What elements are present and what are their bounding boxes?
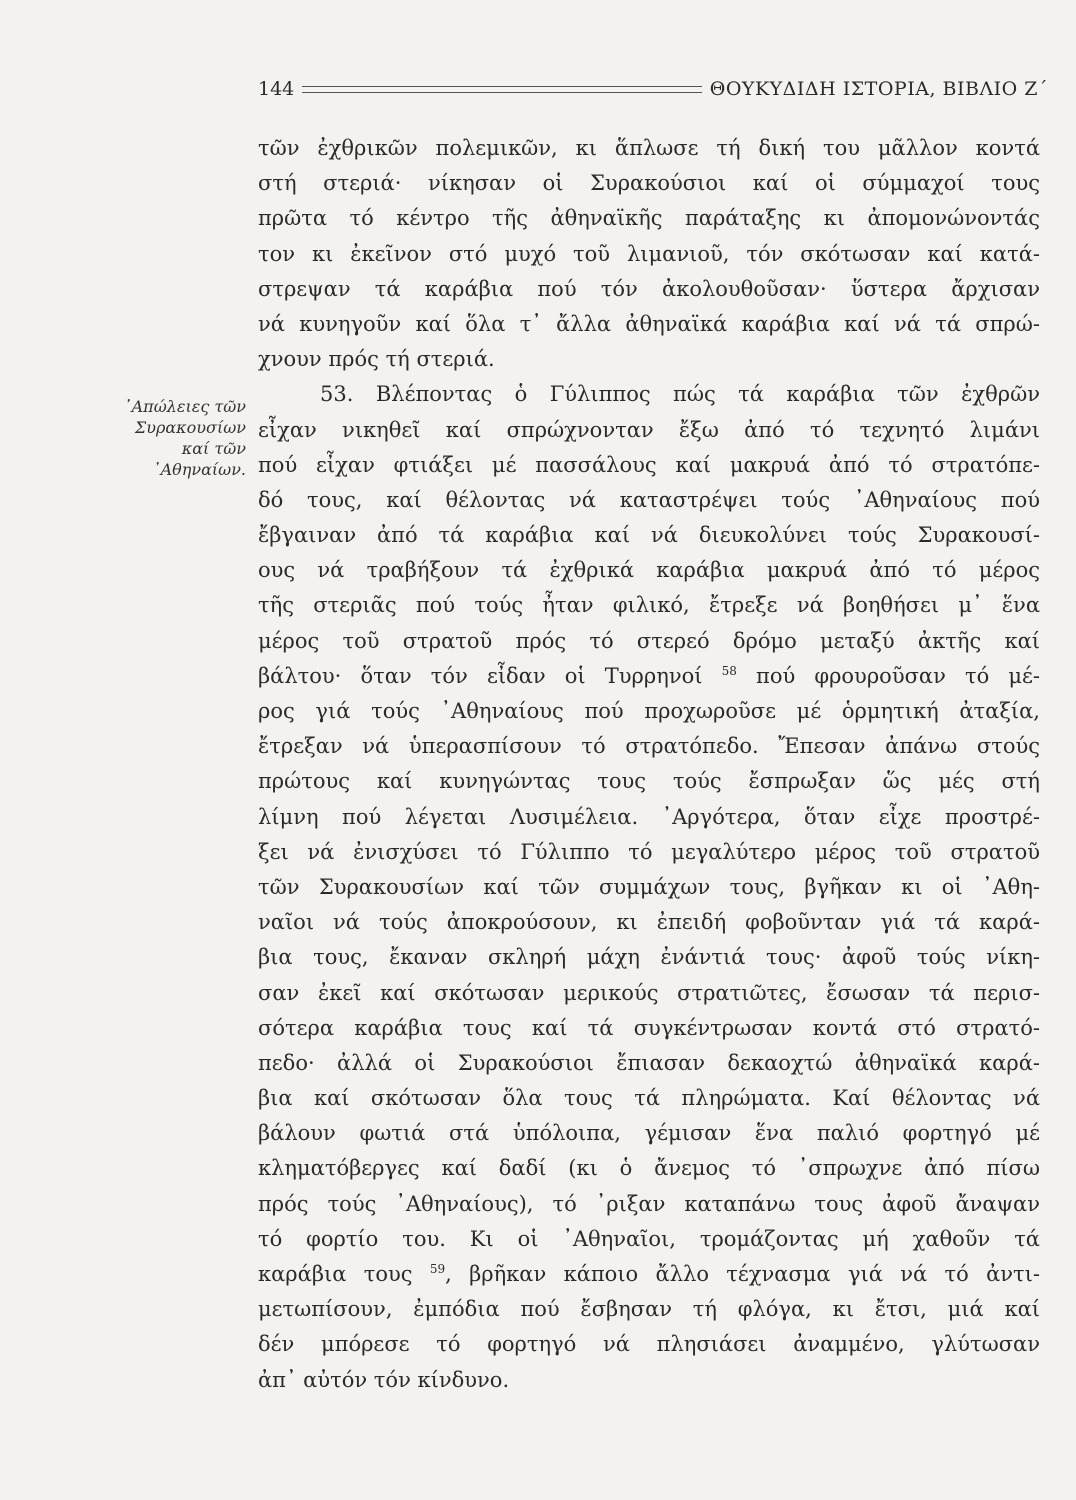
text-segment: πού φρουροῦσαν τό μέ-	[756, 663, 1040, 688]
text-segment: , βρῆκαν κάποιο ἄλλο τέχνασμα γιά νά τό ἀντι-	[445, 1262, 1040, 1286]
text-line: ἀπ᾿ αὐτόν τόν κίνδυνο.	[258, 1367, 510, 1392]
paragraph-53-start: 53. Βλέποντας ὁ Γύλιππος πώς τά καράβια τῶν ἐχθρῶν	[320, 382, 1040, 407]
running-title: ΘΟΥΚΥΔΙΔΗ ΙΣΤΟΡΙΑ, ΒΙΒΛΙΟ Ζ΄	[709, 78, 1048, 100]
text-line: πού εἶχαν φτιάξει μέ πασσάλους καί μακρυά ἀπό τό στρατόπε-	[258, 452, 1040, 477]
text-line: σαν ἐκεῖ καί σκότωσαν μερικούς στρατιῶτες, ἔσωσαν τά περισ-	[258, 980, 1040, 1005]
text-line: λίμνη πού λέγεται Λυσιμέλεια. ᾿Αργότερα, ὅταν εἶχε προστρέ-	[258, 804, 1040, 829]
text-line: τῶν Συρακουσίων καί τῶν συμμάχων τους, βγῆκαν κι οἱ ᾿Αθη-	[258, 874, 1040, 899]
marginal-note-line: ᾿Απώλειες τῶν	[123, 397, 246, 416]
footnote-ref-59[interactable]: 59	[429, 1262, 446, 1276]
text-line: τό φορτίο του. Κι οἱ ᾿Αθηναῖοι, τρομάζοντας μή χαθοῦν τά	[258, 1226, 1040, 1251]
text-line: εἶχαν νικηθεῖ καί σπρώχνονταν ἔξω ἀπό τό τεχνητό λιμάνι	[258, 417, 1040, 442]
marginal-note	[118, 396, 246, 480]
text-line: νά κυνηγοῦν καί ὅλα τ᾿ ἄλλα ἀθηναϊκά καράβια καί νά τά σπρώ-	[258, 311, 1040, 336]
text-line: τῆς στεριᾶς πού τούς ἦταν φιλικό, ἔτρεξε νά βοηθήσει μ᾿ ἕνα	[258, 593, 1040, 618]
header-rule	[302, 86, 701, 93]
text-line: σότερα καράβια τους καί τά συγκέντρωσαν κοντά στό στρατό-	[258, 1015, 1040, 1040]
marginal-note-line: Συρακουσίων	[134, 418, 246, 437]
text-line: μετωπίσουν, ἐμπόδια πού ἔσβησαν τή φλόγα, κι ἔτσι, μιά καί	[258, 1297, 1040, 1322]
text-line: ους νά τραβήξουν τά ἐχθρικά καράβια μακρυά ἀπό τό μέρος	[258, 558, 1040, 583]
text-line: ναῖοι νά τούς ἀποκρούσουν, κι ἐπειδή φοβοῦνταν γιά τά καρά-	[258, 910, 1040, 935]
text-line: ἔβγαιναν ἀπό τά καράβια καί νά διευκολύνει τούς Συρακουσί-	[258, 523, 1040, 548]
text-line: δέν μπόρεσε τό φορτηγό νά πλησιάσει ἀναμμένο, γλύτωσαν	[258, 1332, 1040, 1357]
text-line: τον κι ἐκεῖνον στό μυχό τοῦ λιμανιοῦ, τόν σκότωσαν καί κατά-	[258, 241, 1040, 266]
text-line: πρῶτα τό κέντρο τῆς ἀθηναϊκῆς παράταξης κι ἀπομονώνοντάς	[258, 206, 1040, 231]
body-text	[258, 131, 1040, 1398]
text-line: βια καί σκότωσαν ὅλα τους τά πληρώματα. Καί θέλοντας νά	[258, 1086, 1040, 1111]
text-line: δό τους, καί θέλοντας νά καταστρέψει τούς ᾿Αθηναίους πού	[258, 487, 1040, 512]
text-line: ξει νά ἐνισχύσει τό Γύλιππο τό μεγαλύτερο μέρος τοῦ στρατοῦ	[258, 839, 1040, 864]
text-line: στή στεριά· νίκησαν οἱ Συρακούσιοι καί οἱ σύμμαχοί τους	[258, 171, 1040, 196]
text-line: στρεψαν τά καράβια πού τόν ἀκολουθοῦσαν· ὕστερα ἄρχισαν	[258, 276, 1040, 301]
text-line: βάλουν φωτιά στά ὑπόλοιπα, γέμισαν ἕνα παλιό φορτηγό μέ	[258, 1121, 1040, 1146]
text-line: πεδο· ἀλλά οἱ Συρακούσιοι ἔπιασαν δεκαοχτώ ἀθηναϊκά καρά-	[258, 1050, 1040, 1075]
marginal-note-line: καί τῶν	[181, 439, 246, 458]
text-line: τῶν ἐχθρικῶν πολεμικῶν, κι ἅπλωσε τή δική του μᾶλλον κοντά	[258, 136, 1040, 160]
footnote-ref-58[interactable]: 58	[721, 663, 737, 678]
text-line: πρός τούς ᾿Αθηναίους), τό ᾿ριξαν καταπάνω τους ἀφοῦ ἄναψαν	[258, 1191, 1040, 1216]
text-line-with-footnote	[258, 1257, 1040, 1292]
text-line: χνουν πρός τή στεριά.	[258, 347, 495, 372]
page-header	[258, 74, 1048, 104]
page-number: 144	[258, 78, 295, 100]
marginal-note-line: ᾿Αθηναίων.	[152, 460, 246, 479]
text-line: ρος γιά τούς ᾿Αθηναίους πού προχωροῦσε μέ ὁρμητική ἀταξία,	[258, 699, 1040, 723]
text-line: κληματόβεργες καί δαδί (κι ὁ ἄνεμος τό ᾿σπρωχνε ἀπό πίσω	[258, 1156, 1040, 1181]
text-line: μέρος τοῦ στρατοῦ πρός τό στερεό δρόμο μεταξύ ἀκτῆς καί	[258, 628, 1040, 653]
text-line: ἔτρεξαν νά ὑπερασπίσουν τό στρατόπεδο. Ἔπεσαν ἀπάνω στούς	[258, 734, 1040, 759]
text-segment: καράβια τους	[258, 1262, 413, 1286]
text-segment: βάλτου· ὅταν τόν εἶδαν οἱ Τυρρηνοί	[258, 663, 703, 688]
text-line-with-footnote	[258, 659, 1040, 694]
text-line: πρώτους καί κυνηγώντας τους τούς ἔσπρωξαν ὥς μές στή	[258, 769, 1040, 794]
text-line: βια τους, ἔκαναν σκληρή μάχη ἐνάντιά τους· ἀφοῦ τούς νίκη-	[258, 945, 1040, 970]
